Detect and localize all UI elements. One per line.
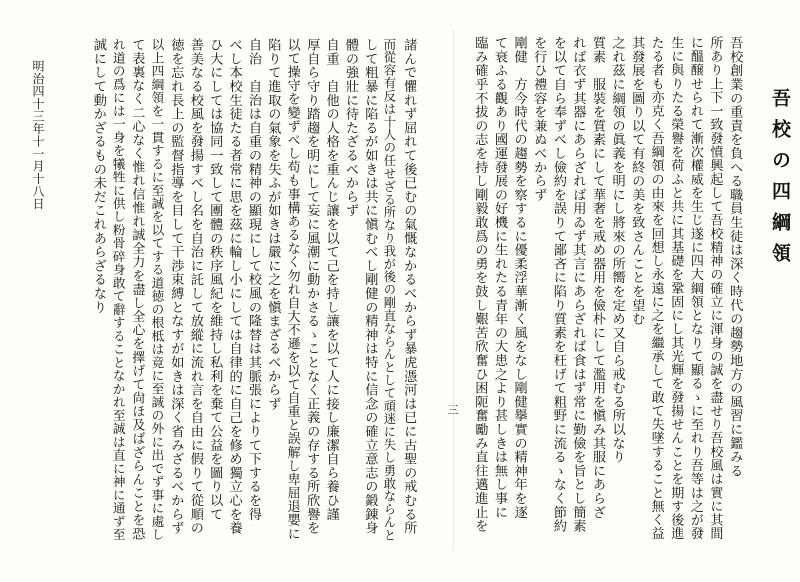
- text-column: に醞醸せられて漸次權威を生じ遂に四大綱領となりて顯るゝに至れり吾等は之が發: [687, 36, 703, 541]
- text-column: たる者も亦克く吾綱領の由來を回想し永遠に之を繼承して敢て失墜すること無く益: [648, 36, 664, 541]
- text-column: 厚自ら守り踏趨を明にして妄に風潮に動かさるゝことなく正義の存する所欣譽を: [304, 38, 320, 535]
- text-column: 自治 自治は自重の精神の顯現にして校風の隆替は其脈張によりて下するを得: [246, 38, 261, 521]
- text-column: 生に與りたる榮譽を荷ふと共に其基礎を鞏固にし其光輝を發揚せんことを期す後進: [668, 36, 684, 541]
- text-column: 其發展を圖り以て有終の美を致さんことを望む: [629, 36, 645, 326]
- text-column: 所あり上下一致發憤興起して吾校精神の確立に渾身の誠を盡せり吾校風は實に其間: [707, 36, 723, 541]
- text-column: して粗暴に陷るが如きは共に愼むべし剛健の精神は特に信念の確立意志の鍛錬身: [362, 38, 378, 535]
- page-number: 三: [446, 404, 459, 415]
- text-column: 自重 自他の人格を重んじ讓を以て己を持し讓を以て人に接し廉潔自ら養ひ謹: [323, 38, 339, 521]
- text-column: 善美なる校風を發揚すべし名を自治に託して放縱に流れ言を自由に假りて從順の: [187, 38, 203, 535]
- text-column: 質素 服裝を質素にして華奢を戒め器用を儉朴にして濫用を愼み其服にあらざ: [590, 36, 605, 519]
- text-column: れば衣ず其器にあらざれば用ゐず其言にあらざれば食はず常に勤儉を旨とし簡素: [570, 36, 586, 533]
- text-column: 陷りて進取の氣象を失ふが如きは嚴に之を愼まざるべからず: [265, 38, 281, 411]
- text-column: て表裏なく二心なく惟れ信惟れ誠全力を盡し全心を擇げて尙ほ及ばざらんことを恐: [129, 38, 145, 541]
- text-column: ひ大にしては協同一致して團體の秩序風紀を維持し私利を棄て公益を圖り以て: [207, 38, 223, 521]
- text-column: を行ひ禮容を兼ぬべからず: [531, 36, 547, 202]
- text-column: 之れ茲に綱領の眞義を明にし將來の所嚮を定め又自ら戒むる所以なり: [609, 36, 625, 464]
- text-column: 諸んで懼れず屈れて後已むの氣慨なかるべからず暴虎憑河は已に古聖の戒むる所: [401, 38, 417, 535]
- text-column: 臨み確乎不拔の志を持し剛毅敢爲の勇を鼓し艱苦欣奮ひ困阨奮勵み直往邁進止を: [472, 36, 488, 533]
- text-column: べし本校生徒たる者常に思を茲に輪し小にしては自律的に自己を修め獨立心を養: [226, 38, 242, 535]
- text-column: 誠にして動かざるもの未だこれあらざるなり: [90, 38, 106, 314]
- document-date: 明治四十三年十一月十八日: [31, 60, 45, 210]
- text-column: 以て操守を變ずべし苟も事構あるなく勿れ自大不遜を以て自重と誤解し卑屈退嬰に: [284, 38, 300, 541]
- text-column: 以上四綱領を一貫するに至誠を以てする道徳の根柢は竟に至誠の外に出でず事に處し: [149, 38, 165, 542]
- text-column: 剛健 方今時代の趨勢を察するに優柔浮華漸く風をなし剛健擧實の精神年を逐: [511, 36, 527, 519]
- text-column: 吾校創業の重責を負へる職員生徒は深く時代の趨勢地方の風習に鑑みる: [727, 36, 743, 478]
- page-gutter: [453, 30, 454, 550]
- text-column: れ道の爲には一身を犧牲に供し粉骨碎身敢て辭することなかれ至誠は直に神に通ず至: [110, 38, 126, 542]
- text-column: 體の強壯に待たざるべからず: [343, 38, 358, 218]
- text-column: 徳を忘れ長上の監督指導を目して干渉束縛となすが如きは深く省みざるべからず: [168, 38, 184, 535]
- text-column: 而從容有反は十人の任せざる所なり我が後の剛直ならんとして頑迷に失し勇敢ならんと: [381, 38, 396, 542]
- text-column: て衰ふる觀あり國運發展の好機に生れたる青年の大患之より甚しきは無し事に: [492, 36, 507, 519]
- document-title: 吾校の四綱領: [769, 88, 791, 274]
- text-column: を以て自ら奉ずべし儉約を誤りて鄙吝に陷り質素を枉げて粗野に流るゝなく節約: [550, 36, 566, 533]
